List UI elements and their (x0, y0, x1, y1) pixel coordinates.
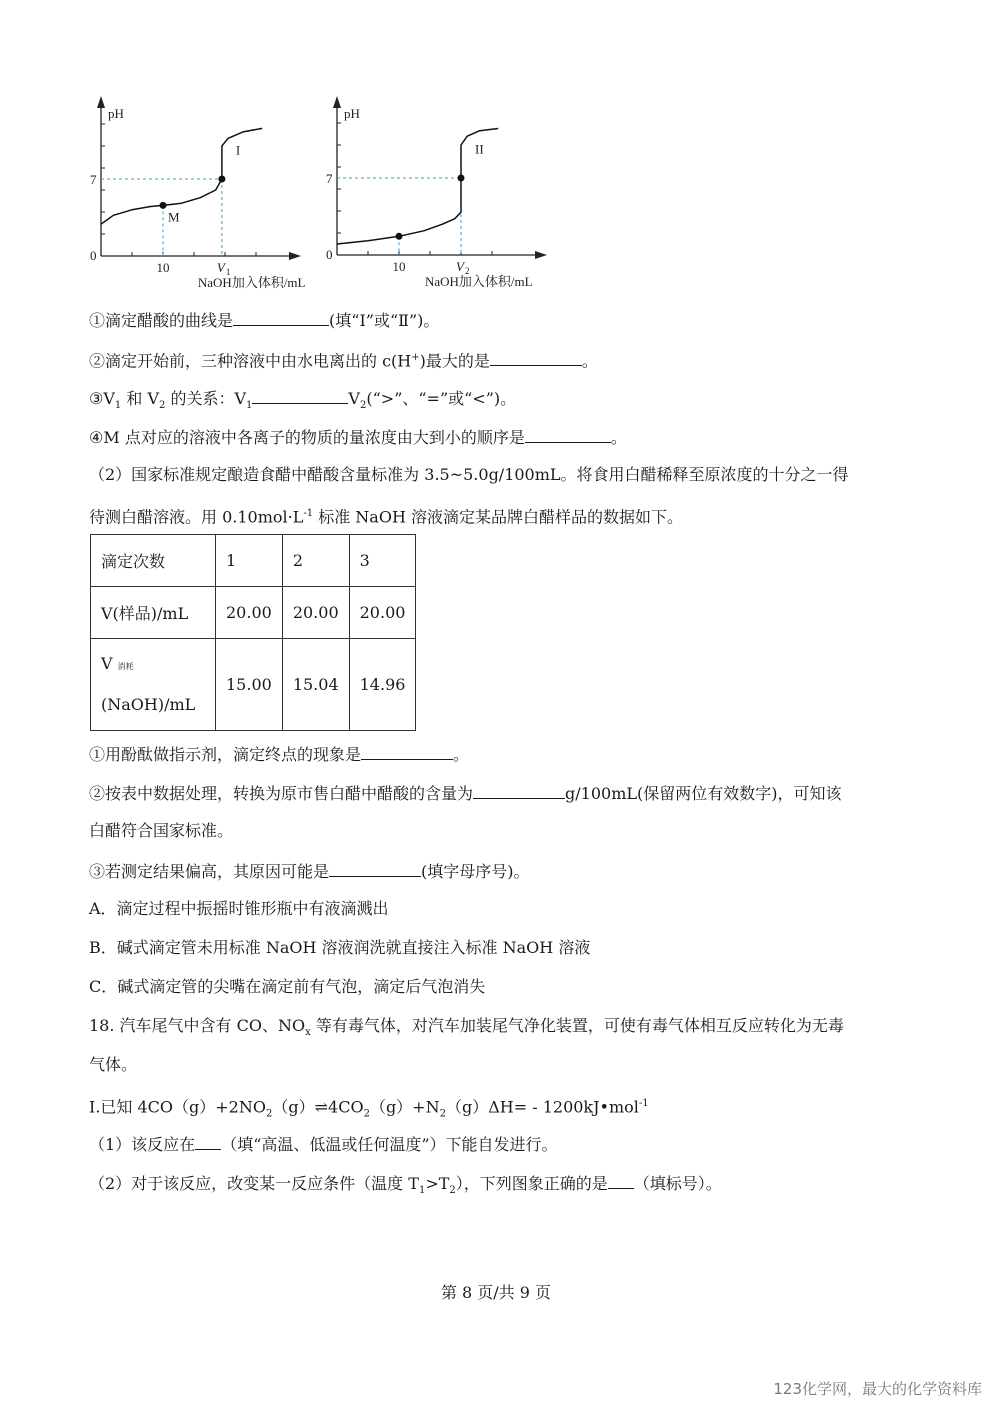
table-row (91, 639, 416, 731)
subscript: 1 (246, 400, 253, 412)
superscript: -1 (638, 1098, 649, 1109)
answer-blank[interactable] (195, 1133, 221, 1150)
question-4 (89, 426, 627, 448)
question-text: 18. 汽车尾气中含有 CO、NO (89, 1016, 306, 1035)
equation-text: （g）+N (369, 1097, 440, 1117)
question-text: 的关系：V (165, 389, 247, 408)
equation-text: （g） (272, 1097, 315, 1117)
question-text: 。 (581, 351, 598, 371)
y-tick-label: 7 (326, 171, 333, 186)
equation-text: I.已知 4CO（g）+2NO (89, 1097, 266, 1117)
superscript: -1 (303, 508, 314, 519)
x-tick-label: 10 (156, 260, 170, 275)
question-text: (“>”、“=”或“<”)。 (366, 389, 517, 408)
question-18-line1 (89, 1016, 844, 1043)
table-header-cell: 2 (282, 535, 349, 587)
question-1 (89, 309, 439, 331)
option-b: B．碱式滴定管未用标准 NaOH 溶液润洗就直接注入标准 NaOH 溶液 (89, 938, 591, 957)
table-header-cell: 1 (216, 535, 283, 587)
question-text: ①滴定醋酸的曲线是 (89, 311, 234, 330)
answer-blank[interactable] (233, 309, 329, 326)
question-text: 标准 NaOH 溶液滴定某品牌白醋样品的数据如下。 (313, 507, 683, 527)
answer-blank[interactable] (525, 426, 611, 443)
question-text: ①用酚酞做指示剂，滴定终点的现象是 (89, 745, 362, 764)
question-text: 等有毒气体，对汽车加装尾气净化装置，可使有毒气体相互反应转化为无毒 (310, 1016, 844, 1035)
subscript: 2 (159, 400, 166, 412)
x-tick-label: 10 (392, 259, 406, 274)
question-18-part-1 (89, 1133, 558, 1155)
question-text: ），下列图象正确的是 (455, 1174, 608, 1193)
table-cell: 20.00 (216, 587, 283, 639)
sub-question-2-cont: 白醋符合国家标准。 (89, 821, 234, 840)
answer-blank[interactable] (608, 1172, 634, 1189)
watermark: 123化学网，最大的化学资料库 (773, 1380, 982, 1398)
question-text: 。 (453, 745, 470, 764)
equation-text: 4CO (328, 1097, 364, 1117)
sub-question-3 (89, 860, 530, 882)
subscript: 2 (439, 1108, 446, 1120)
sub-question-2 (89, 782, 841, 804)
x-axis-arrow-icon (289, 252, 301, 260)
sub-question-1 (89, 743, 469, 765)
y-tick-label: 0 (326, 247, 333, 262)
y-axis-arrow-icon (97, 96, 105, 108)
table-cell: 14.96 (349, 639, 416, 731)
x-tick-label-subscript: 2 (465, 266, 470, 276)
table-cell: 15.00 (216, 639, 283, 731)
subscript: 1 (418, 1185, 426, 1197)
question-text: 待测白醋溶液。用 0.10mol·L (89, 507, 304, 527)
question-text: （填“高温、低温或任何温度”）下能自发进行。 (221, 1135, 558, 1154)
y-axis-arrow-icon (333, 96, 341, 108)
question-18-part-2 (89, 1172, 722, 1201)
marked-point (160, 202, 167, 209)
titration-chart-II (316, 92, 576, 292)
question-text: 。 (610, 428, 627, 447)
titration-data-table (90, 534, 416, 731)
curve-label: I (235, 142, 241, 158)
question-text: ③若测定结果偏高，其原因可能是 (89, 862, 330, 881)
answer-blank[interactable] (329, 860, 421, 877)
part2-intro-line1: （2）国家标准规定酿造食醋中醋酸含量标准为 3.5~5.0g/100mL。将食用白醋稀释至原浓度的十分之一得 (89, 465, 849, 484)
y-tick-label: 7 (90, 172, 97, 187)
label-text: (NaOH)/mL (101, 695, 196, 714)
table-header-cell: 滴定次数 (91, 535, 216, 587)
option-a: A．滴定过程中振摇时锥形瓶中有液滴溅出 (89, 899, 389, 918)
subscript: 2 (265, 1108, 273, 1120)
x-tick-label-subscript: 1 (225, 267, 231, 277)
label-text: V (101, 654, 113, 673)
subscript: x (305, 1027, 311, 1039)
y-axis-label: pH (108, 106, 124, 121)
label-subscript: 消耗 (117, 662, 134, 671)
table-row-label: V(样品)/mL (91, 587, 216, 639)
answer-blank[interactable] (361, 743, 453, 760)
question-3 (89, 387, 516, 416)
table-header-cell: 3 (349, 535, 416, 587)
answer-blank[interactable] (252, 387, 348, 404)
subscript: 2 (359, 400, 367, 412)
table-row-label (91, 639, 216, 731)
question-text: ③V (89, 389, 115, 408)
question-text: >T (425, 1174, 450, 1193)
question-text: （1）该反应在 (89, 1135, 196, 1154)
x-tick-label: V (216, 260, 225, 275)
question-text: V (348, 389, 360, 408)
question-text: （2）对于该反应，改变某一反应条件（温度 T (89, 1174, 419, 1193)
question-text: g/100mL(保留两位有效数字)，可知该 (565, 784, 842, 803)
question-text: ④M 点对应的溶液中各离子的物质的量浓度由大到小的顺序是 (89, 428, 525, 447)
page-footer: 第 8 页/共 9 页 (440, 1283, 552, 1302)
equilibrium-arrow-icon: ⇌ (314, 1097, 329, 1117)
marked-point (396, 233, 403, 240)
question-2 (89, 348, 598, 371)
question-text: ②按表中数据处理，转换为原市售白醋中醋酸的含量为 (89, 784, 474, 803)
superscript: + (411, 352, 420, 363)
titration-chart-I (80, 92, 320, 292)
question-18-line2: 气体。 (89, 1055, 138, 1074)
subscript: 2 (449, 1185, 456, 1197)
table-cell: 20.00 (282, 587, 349, 639)
question-text: )最大的是 (419, 351, 490, 371)
curve-label: II (475, 141, 484, 157)
table-row (91, 587, 416, 639)
y-tick-label: 0 (90, 248, 97, 263)
y-axis-label: pH (344, 106, 360, 121)
subscript: 1 (114, 400, 122, 412)
table-cell: 20.00 (349, 587, 416, 639)
equivalence-point (218, 176, 225, 183)
answer-blank[interactable] (490, 349, 582, 366)
option-c: C．碱式滴定管的尖嘴在滴定前有气泡，滴定后气泡消失 (89, 977, 486, 996)
question-text: (填字母序号)。 (421, 862, 530, 881)
equation-text: （g）ΔH= - 1200kJ•mol (445, 1097, 639, 1117)
question-text: ②滴定开始前，三种溶液中由水电离出的 c(H (89, 351, 412, 371)
table-header-row (91, 535, 416, 587)
part2-intro-line2 (89, 504, 683, 527)
question-text: （填标号）。 (633, 1174, 722, 1193)
point-label: M (168, 209, 180, 225)
x-axis-label: NaOH加入体积/mL (197, 275, 306, 290)
table-cell: 15.04 (282, 639, 349, 731)
equivalence-point (458, 175, 465, 182)
subscript: 2 (363, 1108, 370, 1120)
x-axis-label: NaOH加入体积/mL (425, 274, 533, 289)
x-axis-arrow-icon (535, 251, 547, 259)
reaction-equation (89, 1094, 649, 1125)
question-text: 和 V (121, 389, 160, 408)
answer-blank[interactable] (473, 782, 565, 799)
x-tick-label: V (456, 259, 464, 274)
question-text: (填“I”或“Ⅱ”)。 (329, 311, 440, 330)
